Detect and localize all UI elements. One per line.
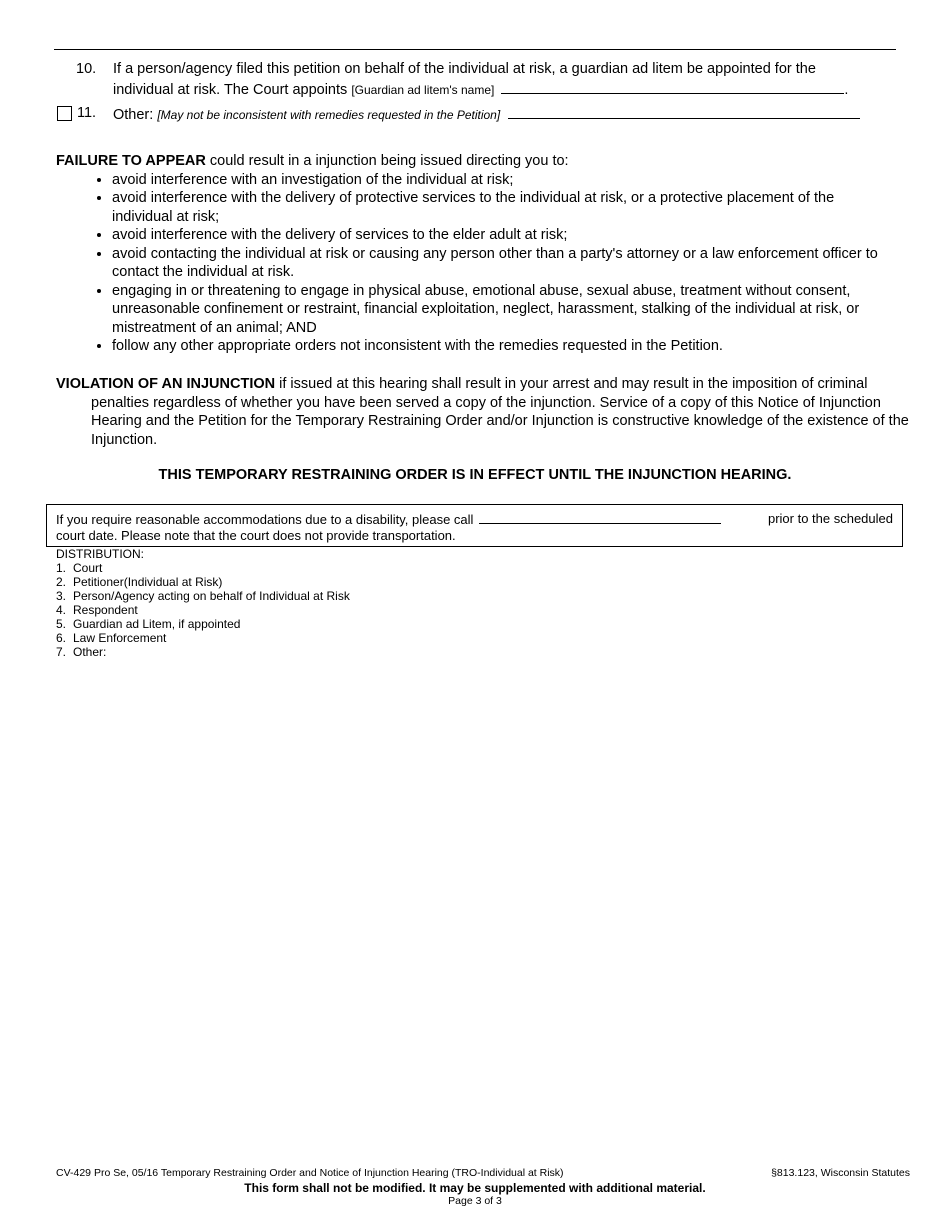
- list-item: [56, 589, 350, 603]
- distribution-number: 4.: [56, 603, 67, 617]
- list-item: [56, 603, 350, 617]
- list-item: [56, 645, 350, 659]
- accommodation-text-before: If you require reasonable accommodations due to a disability, please call: [56, 512, 474, 527]
- item-11-number: 11.: [77, 105, 97, 121]
- distribution-label: Other:: [73, 645, 107, 659]
- list-item: [56, 617, 350, 631]
- accommodation-box: [46, 504, 903, 547]
- distribution-number: 2.: [56, 575, 67, 589]
- distribution-number: 5.: [56, 617, 67, 631]
- item-11-hint: [May not be inconsistent with remedies requested in the Petition]: [157, 108, 501, 122]
- item-10-line-2: [113, 79, 893, 100]
- accommodation-phone-field[interactable]: [479, 510, 721, 524]
- accommodation-line-2: court date. Please note that the court does not provide transportation.: [56, 528, 456, 543]
- distribution-label: Law Enforcement: [73, 631, 167, 645]
- list-item: • engaging in or threatening to engage in physical abuse, emotional abuse, sexual abuse, treatment without consent, unreasonable confinement or restraint, financial exploitation, neglect, harassment, stalking of the individual at risk, or mistreatment of an animal; AND: [112, 282, 896, 338]
- item-10-period: .: [844, 82, 849, 98]
- accommodation-text-after: prior to the scheduled: [767, 511, 893, 526]
- failure-to-appear-section: [56, 152, 896, 356]
- item-10-line-1: If a person/agency filed this petition on behalf of the individual at risk, a guardian ad litem be appointed for the: [113, 61, 816, 77]
- item-10-text: [113, 60, 893, 100]
- item-11-text: [113, 104, 860, 125]
- tro-notice: THIS TEMPORARY RESTRAINING ORDER IS IN EFFECT UNTIL THE INJUNCTION HEARING.: [158, 467, 792, 483]
- top-divider: [54, 49, 896, 50]
- list-item: • avoid contacting the individual at risk or causing any person other than a party's attorney or a law enforcement officer to contact the individual at risk.: [112, 245, 896, 282]
- failure-intro-text: could result in a injunction being issued directing you to:: [205, 153, 569, 169]
- footer-statute: §813.123, Wisconsin Statutes: [771, 1167, 910, 1179]
- accommodation-line-1: [56, 510, 721, 528]
- other-remedy-field[interactable]: [508, 104, 860, 119]
- list-item: • avoid interference with the delivery of services to the elder adult at risk;: [112, 226, 896, 245]
- item-10-line-2-text: individual at risk. The Court appoints: [113, 82, 348, 98]
- distribution-list: [56, 547, 350, 659]
- distribution-label: Person/Agency acting on behalf of Individual at Risk: [73, 589, 350, 603]
- distribution-number: 3.: [56, 589, 67, 603]
- distribution-heading: DISTRIBUTION:: [56, 547, 145, 561]
- list-item: • follow any other appropriate orders not inconsistent with the remedies requested in the Petition.: [112, 337, 896, 356]
- page-number: Page 3 of 3: [448, 1195, 502, 1207]
- list-item: [56, 575, 350, 589]
- distribution-number: 7.: [56, 645, 67, 659]
- list-item: • avoid interference with the delivery of protective services to the individual at risk, or a protective placement of the individual at risk;: [112, 189, 896, 226]
- footer-form-id: CV-429 Pro Se, 05/16 Temporary Restraining Order and Notice of Injunction Hearing (TRO-Individual at Risk): [56, 1167, 564, 1179]
- item-11-label: Other:: [113, 107, 154, 123]
- failure-bullet-list: [56, 171, 896, 356]
- guardian-name-hint: [Guardian ad litem's name]: [351, 83, 495, 97]
- distribution-label: Respondent: [73, 603, 138, 617]
- list-item: [56, 631, 350, 645]
- distribution-label: Court: [73, 561, 103, 575]
- violation-text: if issued at this hearing shall result in your arrest and may result in the imposition of criminal penalties regardless of whether you have been served a copy of the injunction. Service of a copy of this Notice of Injunction Hearing and the Petition for the Temporary Restraining Order and/or Injunction is constructive knowledge of the existence of the Injunction.: [91, 376, 909, 448]
- violation-section: [56, 375, 913, 449]
- distribution-label: Petitioner(Individual at Risk): [73, 575, 223, 589]
- list-item: • avoid interference with an investigation of the individual at risk;: [112, 171, 896, 190]
- footer-notice: This form shall not be modified. It may be supplemented with additional material.: [244, 1181, 706, 1195]
- guardian-name-field[interactable]: [501, 79, 844, 94]
- item-10-number: 10.: [76, 61, 97, 77]
- failure-intro: [56, 152, 896, 171]
- failure-heading: FAILURE TO APPEAR: [56, 153, 206, 169]
- distribution-number: 6.: [56, 631, 67, 645]
- distribution-number: 1.: [56, 561, 67, 575]
- violation-heading: VIOLATION OF AN INJUNCTION: [56, 376, 276, 392]
- list-item: [56, 561, 350, 575]
- item-11-checkbox[interactable]: [57, 106, 72, 121]
- distribution-label: Guardian ad Litem, if appointed: [73, 617, 241, 631]
